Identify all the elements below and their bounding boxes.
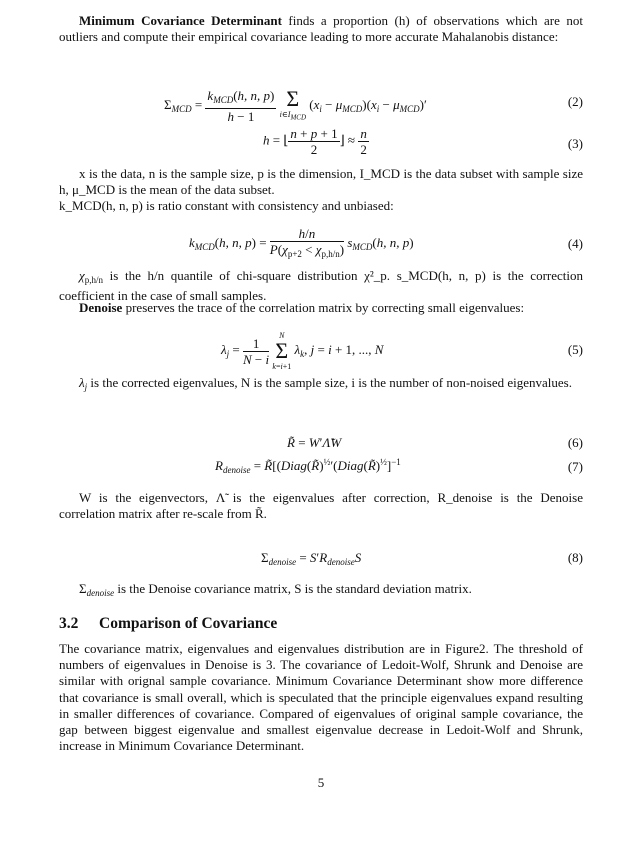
equation-5: $\lambda_j$ = $\frac{1}{N - i}$ N Σ k=i+1 $\lambda_k$, j = i + 1, ..., N (5) xyxy=(221,331,583,371)
mcd-intro-text: finds a proportion (h) of observations which are not outliers and compute their empirical covariance leading to more accurate Mahalanobis distance: xyxy=(59,13,583,45)
rescale-paragraph xyxy=(59,490,583,522)
mcd-variables-text: x is the data, n is the sample size, p is the dimension, I_MCD is the data subset with sample size h, μ_MCD is the mean of the data subset. xyxy=(59,166,583,198)
mcd-intro-paragraph xyxy=(59,13,583,45)
equation-7: $R_{denoise}$ = R̃[(Diag(R̃)$^{\frac{1}{2}}$′(Diag(R̃)$^{\frac{1}{2}}$]$^{-1}$ (7) xyxy=(215,457,583,475)
equation-3-number: (3) xyxy=(567,136,583,151)
denoise-covariance-paragraph: $\Sigma_{denoise}$ is the Denoise covariance matrix, S is the standard deviation matrix. xyxy=(79,581,472,598)
equation-6-number: (6) xyxy=(567,435,583,450)
rescale-text: W is the eigenvectors, Λ̃ is the eigenvalues after correction, R_denoise is the Denoise correlation matrix after re-scale from R̃. xyxy=(59,490,583,522)
equation-7-number: (7) xyxy=(567,459,583,474)
section-number: 3.2 xyxy=(59,615,79,632)
mcd-variables-paragraph xyxy=(59,166,583,215)
page-number: 5 xyxy=(317,775,325,790)
equation-2: $\Sigma_{MCD}$ = $\frac{k_{MCD}(h, n, p)}{h - 1}$ Σ $i\in I_{MCD}$ $(x_i - \mu_{MCD})(x_i - \mu_{MCD})'$ (2) xyxy=(164,85,583,124)
section-title: Comparison of Covariance xyxy=(99,615,278,632)
equation-6: R̃ = W′Λ̃W (6) xyxy=(287,435,583,450)
equation-5-number: (5) xyxy=(567,342,583,357)
denoise-intro-text: preserves the trace of the correlation matrix by correcting small eigenvalues: xyxy=(122,300,525,315)
equation-3: h = ⌊ $\frac{n + p + 1}{2}$ ⌋ ≈ $\frac{n}{2}$ (3) xyxy=(263,126,583,157)
chi-square-text: is the h/n quantile of chi-square distribution χ²_p. s_MCD(h, n, p) is the correction coefficient in the case of small samples. xyxy=(59,268,583,304)
mcd-term: Minimum Covariance Determinant xyxy=(79,13,282,28)
equation-8: $\Sigma_{denoise} = S'R_{denoise}S$ (8) xyxy=(261,550,583,567)
denoise-term: Denoise xyxy=(79,300,123,315)
kmcd-description: k_MCD(h, n, p) is ratio constant with consistency and unbiased: xyxy=(59,198,394,214)
eigenvalue-text: is the corrected eigenvalues, N is the sample size, i is the number of non-noised eigenvalues. xyxy=(87,375,572,390)
equation-4: $k_{MCD}(h$, n, p) = $\frac{h/n}{P(\chi_{p+2} < \chi_{p,h/n})}$ $s_{MCD}(h$, n, p) (4) xyxy=(189,226,583,259)
comparison-text: The covariance matrix, eigenvalues and eigenvalues distribution are in Figure2. The threshold of numbers of eigenvalues in Denoise is 3. The covariance of Ledoit-Wolf, Shrunk and Denoise are similar with orignal sample covariance. Minimum Covariance Determinant show more difference that covariance is small overall, which is speculated that the principle eigenvalues expand resulting in smaller differences of covariance. Compared of eigenvalues of original sample covariance, the gap between biggest eigenvalue and smallest eigenvalue decrease in Ledoit-Wolf and Shrunk, increase in Minimum Covariance Determinant. xyxy=(59,641,583,754)
eigenvalue-paragraph: $\lambda_j$ is the corrected eigenvalues, N is the sample size, i is the number of non-noised eigenvalues. xyxy=(79,375,572,392)
comparison-paragraph xyxy=(59,641,583,754)
chi-square-paragraph: $\chi_{p,h/n}$ is the h/n quantile of chi-square distribution χ²_p. s_MCD(h, n, p) is the correction coefficient in the case of small samples. xyxy=(59,268,583,304)
equation-8-number: (8) xyxy=(567,550,583,565)
denoise-covariance-text: is the Denoise covariance matrix, S is the standard deviation matrix. xyxy=(114,581,472,596)
equation-4-number: (4) xyxy=(567,236,583,251)
denoise-intro-paragraph xyxy=(59,300,583,316)
section-heading xyxy=(59,615,277,633)
equation-2-number: (2) xyxy=(567,94,583,109)
